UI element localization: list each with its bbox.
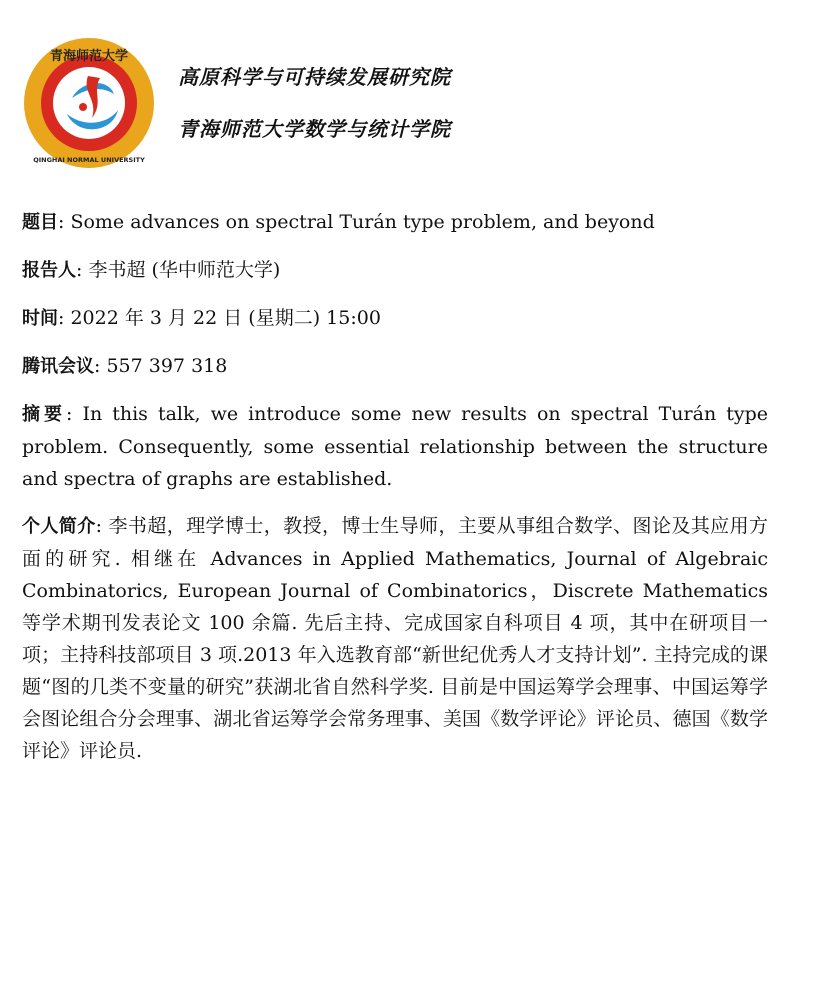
speaker-label: 报告人 (22, 260, 76, 281)
talk-meeting: 腾讯会议: 557 397 318 (22, 355, 228, 377)
abstract-text: In this talk, we introduce some new results on spectral Turán type problem. Consequently, some essential relationship between the structure and spectra of graphs are established. (22, 403, 768, 490)
time-value: 2022 年 3 月 22 日 (星期二) 15:00 (70, 307, 381, 329)
institute-name-1: 高原科学与可持续发展研究院 (178, 65, 451, 89)
meeting-id: 557 397 318 (106, 355, 228, 377)
speaker-bio: 个人简介: 李书超，理学博士，教授，博士生导师，主要从事组合数学、图论及其应用方面的研究. 相继在 Advances in Applied Mathematics, Journal of Algebraic Combinatorics, European Journal of Combinatorics，Discrete Mathematics 等学术期刊发表论文 100 余篇. 先后主持、完成国家自科项目 4 项，其中在研项目一项；主持科技部项目 3 项.2013 年入选教育部“新世纪优秀人才支持计划”. 主持完成的课题“图的几类不变量的研究”获湖北省自然科学奖. 目前是中国运筹学会理事、中国运筹学会图论组合分会理事、湖北省运筹学会常务理事、美国《数学评论》评论员、德国《数学评论》评论员. (22, 515, 768, 762)
institute-name-2: 青海师范大学数学与统计学院 (178, 117, 451, 141)
title-label: 题目 (22, 212, 58, 233)
time-label: 时间 (22, 308, 58, 329)
talk-speaker: 报告人: 李书超 (华中师范大学) (22, 259, 281, 281)
abstract-label: 摘要 (22, 404, 66, 425)
bio-label: 个人简介 (22, 516, 96, 537)
talk-announcement (22, 206, 768, 782)
header (20, 36, 540, 171)
speaker-value: 李书超 (华中师范大学) (88, 259, 281, 281)
university-logo (22, 36, 156, 170)
meeting-label: 腾讯会议 (22, 356, 94, 377)
talk-time: 时间: 2022 年 3 月 22 日 (星期二) 15:00 (22, 307, 381, 329)
talk-abstract: 摘要: In this talk, we introduce some new results on spectral Turán type problem. Consequently, some essential relationship between the structure and spectra of graphs are established. (22, 403, 768, 490)
bio-text: 李书超，理学博士，教授，博士生导师，主要从事组合数学、图论及其应用方面的研究. 相继在 Advances in Applied Mathematics, Journal of Algebraic Combinatorics, European Journal of Combinatorics，Discrete Mathematics 等学术期刊发表论文 100 余篇. 先后主持、完成国家自科项目 4 项，其中在研项目一项；主持科技部项目 3 项.2013 年入选教育部“新世纪优秀人才支持计划”. 主持完成的课题“图的几类不变量的研究”获湖北省自然科学奖. 目前是中国运筹学会理事、中国运筹学会图论组合分会理事、湖北省运筹学会常务理事、美国《数学评论》评论员、德国《数学评论》评论员. (22, 515, 768, 762)
logo-bottom-text: QINGHAI NORMAL UNIVERSITY (33, 156, 145, 164)
talk-title: 题目: Some advances on spectral Turán type problem, and beyond (22, 211, 655, 233)
title-value: Some advances on spectral Turán type problem, and beyond (70, 211, 655, 233)
logo-emblem-icon (22, 36, 156, 170)
logo-top-text: 青海师范大学 (49, 49, 129, 64)
